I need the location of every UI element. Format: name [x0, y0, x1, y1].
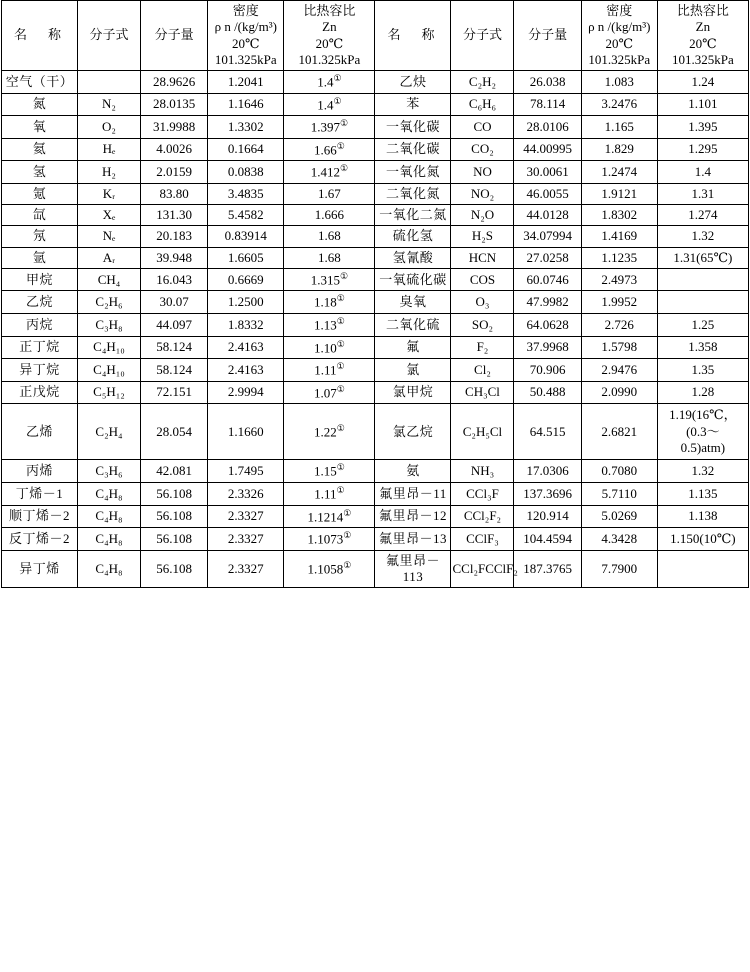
cell-formula-left: C₄H₁₀ [78, 336, 141, 359]
cell-formula-right: C₂H₂ [451, 71, 514, 94]
cell-name-left: 乙烯 [2, 404, 78, 460]
cell-mass-right: 46.0055 [514, 183, 581, 204]
table-row [2, 71, 749, 94]
footnote-mark: ① [336, 423, 345, 434]
cell-formula-left: C₄H₈ [78, 550, 141, 588]
cell-cp-left: 1.315① [284, 268, 375, 291]
table-row [2, 268, 749, 291]
cell-name-left: 氙 [2, 205, 78, 226]
table-row [2, 205, 749, 226]
cell-formula-left: C₃H₆ [78, 460, 141, 483]
cell-formula-left: Kᵣ [78, 183, 141, 204]
table-row [2, 336, 749, 359]
cell-cp-right-line: 0.5)atm) [680, 439, 726, 455]
cell-formula-right: C₆H₆ [451, 93, 514, 116]
footnote-mark: ① [336, 338, 345, 349]
cell-mass-left: 56.108 [140, 505, 207, 528]
cell-mass-right: 47.9982 [514, 291, 581, 314]
cell-name-right: 氯甲烷 [375, 381, 451, 404]
cell-cp-left: 1.22① [284, 404, 375, 460]
cell-mass-left: 20.183 [140, 226, 207, 247]
cell-mass-right: 60.0746 [514, 268, 581, 291]
cell-mass-right: 187.3765 [514, 550, 581, 588]
cell-formula-right: CH₃Cl [451, 381, 514, 404]
cell-density-right: 3.2476 [581, 93, 657, 116]
cell-name-left: 氩 [2, 247, 78, 268]
cell-formula-left [78, 71, 141, 94]
cell-formula-left: C₄H₈ [78, 505, 141, 528]
table-row [2, 404, 749, 460]
cell-density-left: 0.83914 [208, 226, 284, 247]
cell-density-right: 0.7080 [581, 460, 657, 483]
cell-name-right: 氟里昂－113 [375, 550, 451, 588]
cell-cp-left: 1.66① [284, 138, 375, 161]
header-mass-left [140, 1, 207, 71]
cell-density-left: 2.3326 [208, 482, 284, 505]
cell-cp-right: 1.4 [657, 161, 748, 184]
cell-name-right: 氟里昂－11 [375, 482, 451, 505]
cell-name-left: 氧 [2, 116, 78, 139]
cell-name-right: 氟里昂－12 [375, 505, 451, 528]
table-row [2, 116, 749, 139]
cell-mass-left: 31.9988 [140, 116, 207, 139]
cell-cp-left: 1.412① [284, 161, 375, 184]
header-density-left-line3: 20℃ [232, 35, 260, 51]
cell-formula-left: N₂ [78, 93, 141, 116]
cell-mass-left: 28.054 [140, 404, 207, 460]
header-name-left [2, 1, 78, 71]
cell-density-left: 0.1664 [208, 138, 284, 161]
cell-cp-right: 1.32 [657, 460, 748, 483]
cell-name-right: 臭氧 [375, 291, 451, 314]
cell-name-left: 氖 [2, 226, 78, 247]
cell-density-right: 1.083 [581, 71, 657, 94]
cell-density-left: 1.8332 [208, 314, 284, 337]
cell-formula-left: Nₑ [78, 226, 141, 247]
header-cp-right-line4: 101.325kPa [672, 51, 734, 67]
cell-cp-left: 1.1214① [284, 505, 375, 528]
cell-density-right: 1.9121 [581, 183, 657, 204]
cell-cp-left: 1.10① [284, 336, 375, 359]
cell-cp-left: 1.11① [284, 482, 375, 505]
footnote-mark: ① [343, 507, 352, 518]
cell-mass-right: 70.906 [514, 359, 581, 382]
header-name-right [375, 1, 451, 71]
cell-name-right: 硫化氢 [375, 226, 451, 247]
table-row [2, 291, 749, 314]
cell-formula-right: HCN [451, 247, 514, 268]
cell-cp-left: 1.68 [284, 226, 375, 247]
cell-density-left: 1.3302 [208, 116, 284, 139]
cell-mass-left: 83.80 [140, 183, 207, 204]
cell-mass-left: 28.0135 [140, 93, 207, 116]
cell-formula-left: Xₑ [78, 205, 141, 226]
cell-density-right: 2.4973 [581, 268, 657, 291]
cell-cp-right: 1.35 [657, 359, 748, 382]
cell-mass-left: 56.108 [140, 550, 207, 588]
cell-mass-left: 30.07 [140, 291, 207, 314]
cell-cp-left: 1.07① [284, 381, 375, 404]
cell-cp-left: 1.11① [284, 359, 375, 382]
table-row [2, 226, 749, 247]
cell-formula-left: C₃H₈ [78, 314, 141, 337]
footnote-mark: ① [336, 484, 345, 495]
cell-name-left: 甲烷 [2, 268, 78, 291]
cell-formula-right: CClF₃ [451, 528, 514, 551]
cell-density-right: 1.2474 [581, 161, 657, 184]
header-name-left-label: 名 称 [13, 27, 65, 43]
cell-cp-right: 1.150(10℃) [657, 528, 748, 551]
header-density-left-line1: 密度 [232, 3, 259, 18]
cell-formula-right: CCl₂FCClF₂ [451, 550, 514, 588]
table-row [2, 138, 749, 161]
cell-cp-left: 1.13① [284, 314, 375, 337]
cell-mass-left: 58.124 [140, 336, 207, 359]
cell-density-left: 5.4582 [208, 205, 284, 226]
cell-mass-right: 64.515 [514, 404, 581, 460]
header-density-right-line4: 101.325kPa [588, 51, 651, 67]
footnote-mark: ① [336, 293, 345, 304]
cell-cp-left: 1.67 [284, 183, 375, 204]
table-row [2, 505, 749, 528]
cell-name-right: 一氧硫化碳 [375, 268, 451, 291]
cell-mass-left: 39.948 [140, 247, 207, 268]
cell-formula-left: C₅H₁₂ [78, 381, 141, 404]
cell-density-left: 3.4835 [208, 183, 284, 204]
footnote-mark: ① [339, 270, 349, 281]
header-cp-left-line2: Zn [322, 19, 337, 35]
cell-name-right: 二氧化碳 [375, 138, 451, 161]
cell-density-right: 4.3428 [581, 528, 657, 551]
cell-cp-right-line: 1.19(16℃， [669, 407, 737, 423]
cell-mass-left: 58.124 [140, 359, 207, 382]
cell-mass-right: 120.914 [514, 505, 581, 528]
table-row [2, 247, 749, 268]
cell-density-left: 2.3327 [208, 528, 284, 551]
cell-formula-right: O₃ [451, 291, 514, 314]
cell-density-left: 1.1660 [208, 404, 284, 460]
cell-mass-right: 26.038 [514, 71, 581, 94]
cell-cp-right-line: (0.3～ [686, 423, 720, 439]
cell-formula-left: C₂H₄ [78, 404, 141, 460]
cell-name-left: 氦 [2, 138, 78, 161]
table-row [2, 528, 749, 551]
cell-density-left: 2.3327 [208, 550, 284, 588]
cell-name-left: 乙烷 [2, 291, 78, 314]
cell-density-left: 1.6605 [208, 247, 284, 268]
table-row [2, 183, 749, 204]
footnote-mark: ① [336, 361, 345, 372]
header-density-right-line1: 密度 [606, 3, 633, 18]
cell-density-left: 0.6669 [208, 268, 284, 291]
table-body [2, 71, 749, 588]
cell-name-left: 顺丁烯－2 [2, 505, 78, 528]
cell-cp-right: 1.31 [657, 183, 748, 204]
cell-density-left: 2.4163 [208, 336, 284, 359]
footnote-mark: ① [333, 73, 342, 83]
cell-cp-left: 1.397① [284, 116, 375, 139]
cell-formula-left: C₂H₆ [78, 291, 141, 314]
footnote-mark: ① [343, 560, 352, 571]
cell-density-left: 1.2500 [208, 291, 284, 314]
cell-formula-right: NO₂ [451, 183, 514, 204]
cell-cp-right: 1.101 [657, 93, 748, 116]
cell-mass-right: 104.4594 [514, 528, 581, 551]
cell-name-right: 氟 [375, 336, 451, 359]
cell-cp-right: 1.135 [657, 482, 748, 505]
table-row [2, 359, 749, 382]
cell-density-right: 7.7900 [581, 550, 657, 588]
header-cp-left-line1: 比热容比 [303, 3, 356, 18]
header-cp-left [284, 1, 375, 71]
cell-cp-left: 1.4① [284, 93, 375, 116]
cell-density-right: 5.7110 [581, 482, 657, 505]
cell-mass-left: 16.043 [140, 268, 207, 291]
cell-density-left: 2.3327 [208, 505, 284, 528]
cell-name-right: 苯 [375, 93, 451, 116]
cell-formula-right: C₂H₅Cl [451, 404, 514, 460]
cell-name-left: 正丁烷 [2, 336, 78, 359]
cell-cp-right: 1.32 [657, 226, 748, 247]
header-formula-right [451, 1, 514, 71]
cell-formula-left: H₂ [78, 161, 141, 184]
cell-cp-right: 1.295 [657, 138, 748, 161]
cell-density-left: 0.0838 [208, 161, 284, 184]
footnote-mark: ① [343, 530, 352, 541]
table-row [2, 550, 749, 588]
cell-cp-left: 1.68 [284, 247, 375, 268]
cell-formula-right: CO₂ [451, 138, 514, 161]
cell-cp-left: 1.1058① [284, 550, 375, 588]
cell-mass-right: 137.3696 [514, 482, 581, 505]
table-row [2, 161, 749, 184]
cell-cp-right: 1.395 [657, 116, 748, 139]
cell-cp-left: 1.666 [284, 205, 375, 226]
cell-density-left: 1.7495 [208, 460, 284, 483]
cell-formula-right: CCl₂F₂ [451, 505, 514, 528]
cell-mass-left: 44.097 [140, 314, 207, 337]
cell-formula-left: Hₑ [78, 138, 141, 161]
cell-name-left: 氢 [2, 161, 78, 184]
header-mass-right [514, 1, 581, 71]
cell-name-right: 氯乙烷 [375, 404, 451, 460]
cell-density-right: 5.0269 [581, 505, 657, 528]
header-density-right [581, 1, 657, 71]
header-density-left-line2: ρ n /(kg/m³) [214, 19, 277, 35]
cell-name-left: 丙烯 [2, 460, 78, 483]
cell-density-right: 2.0990 [581, 381, 657, 404]
cell-mass-right: 44.0128 [514, 205, 581, 226]
cell-mass-left: 28.9626 [140, 71, 207, 94]
cell-formula-right: COS [451, 268, 514, 291]
table-header [2, 1, 749, 71]
cell-mass-left: 72.151 [140, 381, 207, 404]
table-row [2, 381, 749, 404]
cell-cp-right: 1.274 [657, 205, 748, 226]
cell-mass-left: 131.30 [140, 205, 207, 226]
cell-name-left: 反丁烯－2 [2, 528, 78, 551]
cell-name-right: 一氧化氮 [375, 161, 451, 184]
cell-cp-right [657, 268, 748, 291]
cell-mass-right: 37.9968 [514, 336, 581, 359]
cell-formula-left: O₂ [78, 116, 141, 139]
table-row [2, 314, 749, 337]
header-row [2, 1, 749, 71]
table-row [2, 460, 749, 483]
footnote-mark: ① [336, 383, 345, 394]
header-density-right-line3: 20℃ [605, 35, 634, 51]
cell-cp-left: 1.15① [284, 460, 375, 483]
cell-mass-right: 27.0258 [514, 247, 581, 268]
cell-density-left: 2.4163 [208, 359, 284, 382]
cell-formula-right: CO [451, 116, 514, 139]
header-cp-left-line4: 101.325kPa [298, 51, 361, 67]
footnote-mark: ① [333, 95, 342, 106]
cell-density-right: 2.9476 [581, 359, 657, 382]
cell-name-left: 丁烯－1 [2, 482, 78, 505]
gas-properties-table [1, 0, 749, 588]
cell-formula-right: F₂ [451, 336, 514, 359]
header-cp-right-line1: 比热容比 [676, 3, 729, 18]
cell-density-right: 1.4169 [581, 226, 657, 247]
header-name-right-label: 名 称 [387, 27, 439, 43]
cell-mass-right: 50.488 [514, 381, 581, 404]
header-density-left [208, 1, 284, 71]
header-mass-right-label: 分子量 [528, 27, 568, 43]
cell-formula-right: CCl₃F [451, 482, 514, 505]
cell-name-right: 氯 [375, 359, 451, 382]
cell-mass-right: 64.0628 [514, 314, 581, 337]
cell-name-right: 氟里昂－13 [375, 528, 451, 551]
cell-formula-left: Aᵣ [78, 247, 141, 268]
cell-name-left: 空气（干） [2, 71, 78, 94]
cell-mass-left: 56.108 [140, 482, 207, 505]
cell-name-left: 异丁烯 [2, 550, 78, 588]
cell-density-right: 1.8302 [581, 205, 657, 226]
header-cp-right [657, 1, 748, 71]
cell-formula-left: CH₄ [78, 268, 141, 291]
cell-cp-right: 1.138 [657, 505, 748, 528]
header-formula-left [78, 1, 141, 71]
cell-name-right: 一氧化碳 [375, 116, 451, 139]
header-mass-left-label: 分子量 [154, 27, 194, 43]
cell-formula-right: H₂S [451, 226, 514, 247]
cell-mass-left: 56.108 [140, 528, 207, 551]
cell-cp-left: 1.1073① [284, 528, 375, 551]
cell-density-left: 2.9994 [208, 381, 284, 404]
cell-formula-right: N₂O [451, 205, 514, 226]
cell-mass-right: 44.00995 [514, 138, 581, 161]
footnote-mark: ① [336, 140, 345, 151]
cell-name-right: 二氧化硫 [375, 314, 451, 337]
cell-density-right: 2.6821 [581, 404, 657, 460]
cell-formula-left: C₄H₈ [78, 528, 141, 551]
header-formula-right-label: 分子式 [462, 27, 502, 43]
cell-formula-left: C₄H₈ [78, 482, 141, 505]
cell-density-right: 2.726 [581, 314, 657, 337]
cell-density-right: 1.829 [581, 138, 657, 161]
cell-name-left: 异丁烷 [2, 359, 78, 382]
cell-formula-right: SO₂ [451, 314, 514, 337]
header-cp-right-line2: Zn [695, 19, 711, 35]
cell-formula-right: NO [451, 161, 514, 184]
cell-name-left: 氮 [2, 93, 78, 116]
cell-name-right: 二氧化氮 [375, 183, 451, 204]
footnote-mark: ① [336, 462, 345, 473]
cell-density-right: 1.9952 [581, 291, 657, 314]
cell-mass-left: 4.0026 [140, 138, 207, 161]
cell-cp-right [657, 291, 748, 314]
cell-formula-right: Cl₂ [451, 359, 514, 382]
table-row [2, 93, 749, 116]
footnote-mark: ① [339, 163, 349, 174]
header-density-right-line2: ρ n /(kg/m³) [588, 19, 651, 35]
cell-formula-left: C₄H₁₀ [78, 359, 141, 382]
cell-cp-right: 1.24 [657, 71, 748, 94]
footnote-mark: ① [336, 316, 345, 327]
cell-cp-right [657, 404, 748, 460]
cell-cp-left: 1.18① [284, 291, 375, 314]
footnote-mark: ① [339, 118, 349, 129]
cell-density-right: 1.5798 [581, 336, 657, 359]
cell-name-right: 氨 [375, 460, 451, 483]
cell-name-left: 氪 [2, 183, 78, 204]
cell-cp-left: 1.4① [284, 71, 375, 94]
cell-name-left: 正戊烷 [2, 381, 78, 404]
header-cp-left-line3: 20℃ [315, 35, 344, 51]
cell-cp-right: 1.31(65℃) [657, 247, 748, 268]
cell-name-right: 一氧化二氮 [375, 205, 451, 226]
cell-density-right: 1.165 [581, 116, 657, 139]
cell-cp-right: 1.358 [657, 336, 748, 359]
header-formula-left-label: 分子式 [89, 27, 129, 43]
cell-mass-left: 2.0159 [140, 161, 207, 184]
cell-name-right: 乙炔 [375, 71, 451, 94]
cell-formula-right: NH₃ [451, 460, 514, 483]
cell-mass-right: 78.114 [514, 93, 581, 116]
cell-mass-right: 34.07994 [514, 226, 581, 247]
cell-name-left: 丙烷 [2, 314, 78, 337]
cell-mass-right: 17.0306 [514, 460, 581, 483]
header-cp-right-line3: 20℃ [689, 35, 717, 51]
cell-cp-right [657, 550, 748, 588]
cell-mass-left: 42.081 [140, 460, 207, 483]
cell-name-right: 氢氰酸 [375, 247, 451, 268]
header-density-left-line4: 101.325kPa [214, 51, 277, 67]
cell-density-left: 1.2041 [208, 71, 284, 94]
cell-mass-right: 28.0106 [514, 116, 581, 139]
table-row [2, 482, 749, 505]
cell-density-right: 1.1235 [581, 247, 657, 268]
cell-cp-right: 1.28 [657, 381, 748, 404]
cell-cp-right: 1.25 [657, 314, 748, 337]
cell-mass-right: 30.0061 [514, 161, 581, 184]
cell-density-left: 1.1646 [208, 93, 284, 116]
